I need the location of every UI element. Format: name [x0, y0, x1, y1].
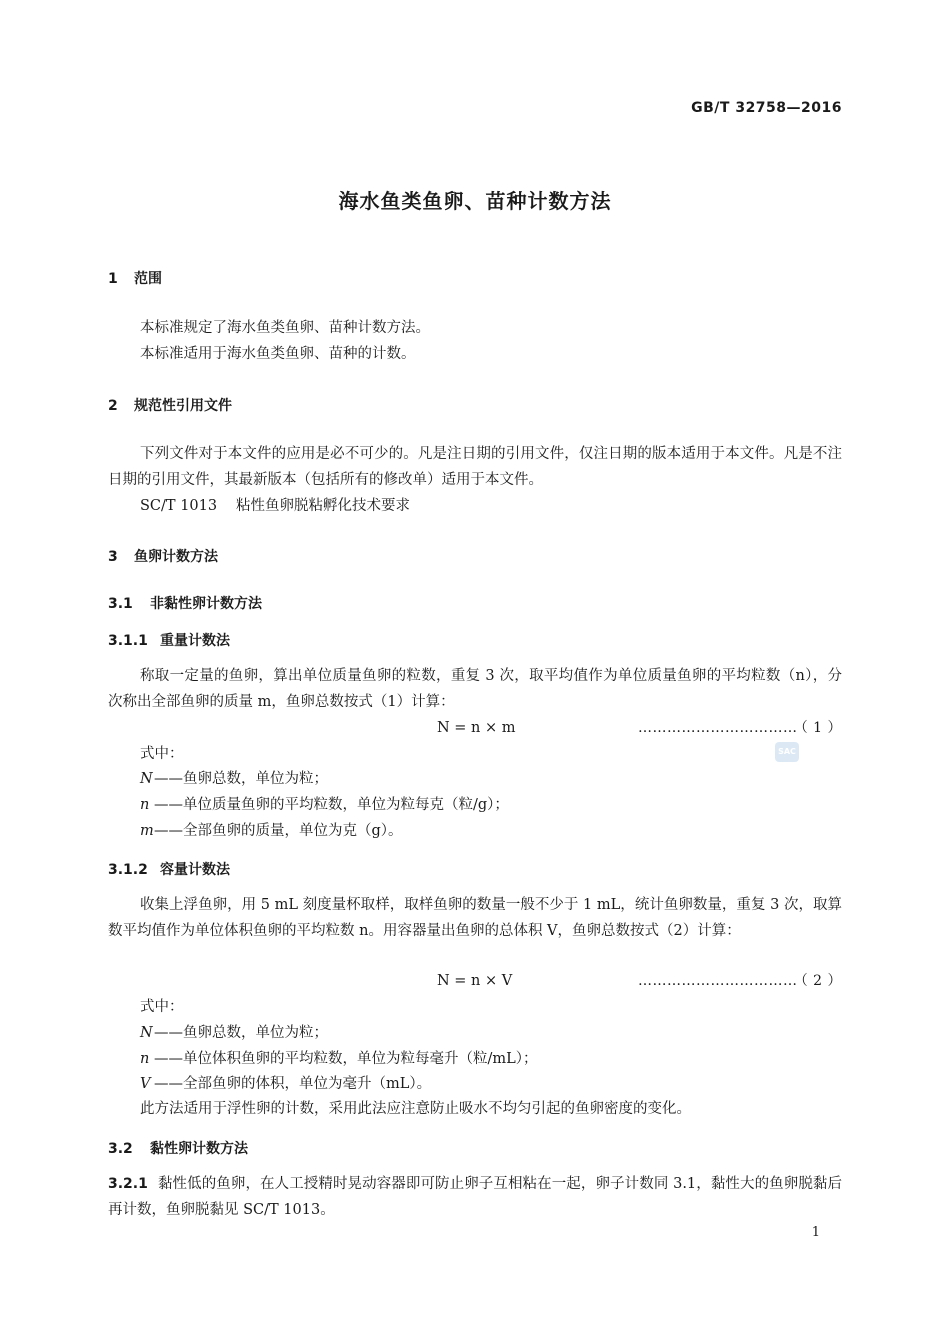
- variable-symbol: N: [140, 1025, 153, 1041]
- where-label: 式中：: [140, 746, 184, 762]
- section-number: 3: [108, 549, 118, 565]
- section-title: 鱼卵计数方法: [134, 549, 218, 565]
- variable-description: ——全部鱼卵的体积，单位为毫升（mL）。: [154, 1076, 432, 1092]
- clause-text: 黏性低的鱼卵，在人工授精时晃动容器即可防止卵子互相粘在一起，卵子计数同 3.1，黏性大的鱼卵脱黏后再计数，鱼卵脱黏见 SC/T 1013。: [108, 1176, 842, 1218]
- variable-symbol: n: [140, 797, 150, 813]
- paragraph: 本标准规定了海水鱼类鱼卵、苗种计数方法。: [140, 320, 430, 336]
- subsection-number: 3.1.1: [108, 633, 148, 649]
- page-number: 1: [811, 1225, 820, 1240]
- subsection-number: 3.1: [108, 596, 133, 612]
- paragraph: 此方法适用于浮性卵的计数，采用此法应注意防止吸水不均匀引起的鱼卵密度的变化。: [140, 1101, 691, 1117]
- subsection-number: 3.2: [108, 1141, 133, 1157]
- normative-reference: [140, 493, 410, 519]
- variable-symbol: V: [140, 1076, 151, 1092]
- section-number: 1: [108, 271, 118, 287]
- variable-definition: [140, 818, 403, 844]
- variable-description: ——鱼卵总数，单位为粒；: [154, 771, 328, 787]
- section-number: 2: [108, 398, 118, 414]
- reference-code: SC/T 1013: [140, 498, 218, 514]
- equation-number: （ 2 ）: [793, 973, 842, 989]
- section-2-heading: [108, 395, 232, 415]
- equation-number: （ 1 ）: [793, 720, 842, 736]
- variable-symbol: m: [140, 823, 154, 839]
- document-title: 海水鱼类鱼卵、苗种计数方法: [338, 189, 612, 213]
- formula-1: N = n × m: [437, 720, 516, 736]
- subsection-3-1-1-heading: [108, 630, 230, 650]
- subsection-3-1-2-heading: [108, 859, 230, 879]
- subsection-title: 重量计数法: [160, 633, 230, 649]
- subsection-3-2-heading: [108, 1138, 248, 1158]
- clause-3-2-1: [108, 1171, 842, 1223]
- paragraph: 下列文件对于本文件的应用是必不可少的。凡是注日期的引用文件，仅注日期的版本适用于本文件。凡是不注日期的引用文件，其最新版本（包括所有的修改单）适用于本文件。: [108, 446, 842, 488]
- clause-number: 3.2.1: [108, 1176, 148, 1192]
- paragraph: 本标准适用于海水鱼类鱼卵、苗种的计数。: [140, 346, 416, 362]
- variable-description: ——全部鱼卵的质量，单位为克（g）。: [154, 823, 403, 839]
- variable-definition: [140, 1071, 431, 1097]
- section-title: 范围: [134, 271, 162, 287]
- subsection-title: 黏性卵计数方法: [150, 1141, 248, 1157]
- sac-watermark-logo: SAC: [775, 742, 799, 762]
- equation-leader-dots: ……………………………: [638, 720, 798, 736]
- variable-definition: [140, 766, 328, 792]
- equation-leader-dots: ……………………………: [638, 973, 798, 989]
- section-1-heading: [108, 268, 162, 288]
- variable-description: ——鱼卵总数，单位为粒；: [154, 1025, 328, 1041]
- variable-definition: [140, 1046, 538, 1072]
- where-label: 式中：: [140, 999, 184, 1015]
- variable-definition: [140, 792, 509, 818]
- reference-title: 粘性鱼卵脱粘孵化技术要求: [236, 498, 410, 514]
- subsection-number: 3.1.2: [108, 862, 148, 878]
- standard-number: GB/T 32758—2016: [691, 100, 842, 116]
- subsection-title: 容量计数法: [160, 862, 230, 878]
- variable-description: ——单位质量鱼卵的平均粒数，单位为粒每克（粒/g）；: [154, 797, 509, 813]
- variable-symbol: n: [140, 1051, 150, 1067]
- variable-definition: [140, 1020, 328, 1046]
- subsection-title: 非黏性卵计数方法: [150, 596, 262, 612]
- section-3-heading: [108, 546, 218, 566]
- paragraph: 称取一定量的鱼卵，算出单位质量鱼卵的粒数，重复 3 次，取平均值作为单位质量鱼卵的平均粒数（n），分次称出全部鱼卵的质量 m，鱼卵总数按式（1）计算：: [108, 668, 842, 710]
- variable-symbol: N: [140, 771, 153, 787]
- section-title: 规范性引用文件: [134, 398, 232, 414]
- subsection-3-1-heading: [108, 593, 262, 613]
- paragraph: 收集上浮鱼卵，用 5 mL 刻度量杯取样，取样鱼卵的数量一般不少于 1 mL，统计鱼卵数量，重复 3 次，取算数平均值作为单位体积鱼卵的平均粒数 n。用容器量出鱼卵的总体积 V，鱼卵总数按式（2）计算：: [108, 897, 842, 939]
- variable-description: ——单位体积鱼卵的平均粒数，单位为粒每毫升（粒/mL）；: [154, 1051, 538, 1067]
- formula-2: N = n × V: [437, 973, 513, 989]
